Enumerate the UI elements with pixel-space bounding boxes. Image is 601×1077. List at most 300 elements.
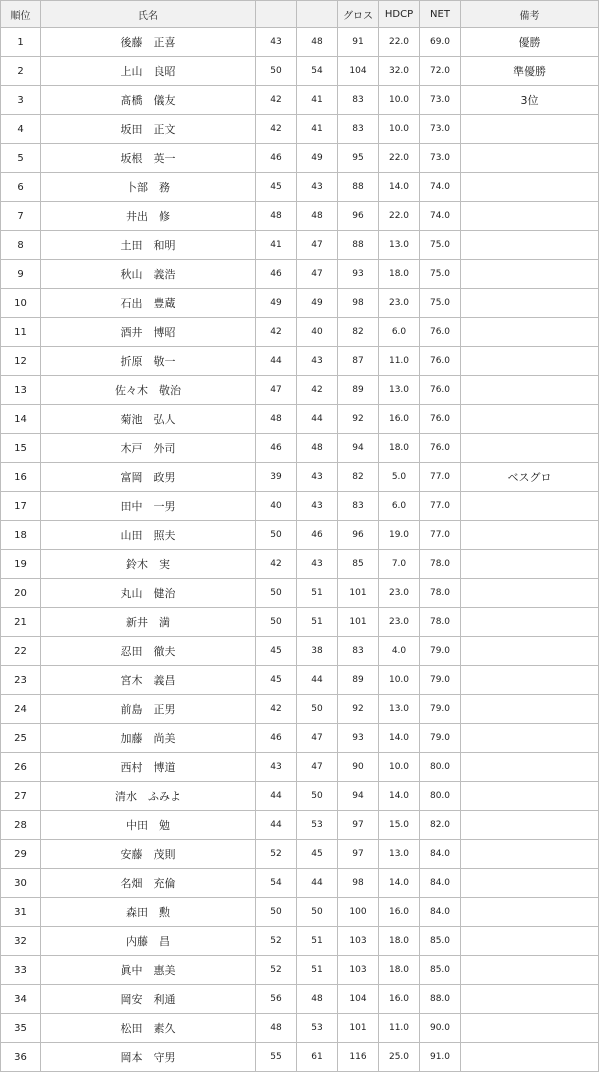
header-gross: グロス	[338, 1, 379, 28]
rank-cell: 19	[1, 550, 41, 579]
note-cell	[461, 550, 599, 579]
note-cell	[461, 289, 599, 318]
table-row	[1, 550, 599, 579]
gross-cell: 94	[338, 782, 379, 811]
table-row	[1, 202, 599, 231]
out-score-cell: 44	[256, 782, 297, 811]
in-score-cell: 51	[297, 579, 338, 608]
gross-cell: 88	[338, 231, 379, 260]
note-cell	[461, 811, 599, 840]
note-cell	[461, 260, 599, 289]
hdcp-cell: 18.0	[379, 927, 420, 956]
rank-cell: 27	[1, 782, 41, 811]
name-cell: 折原 敬一	[41, 347, 256, 376]
hdcp-cell: 13.0	[379, 376, 420, 405]
in-score-cell: 40	[297, 318, 338, 347]
hdcp-cell: 32.0	[379, 57, 420, 86]
out-score-cell: 43	[256, 753, 297, 782]
rank-cell: 33	[1, 956, 41, 985]
table-row	[1, 260, 599, 289]
gross-cell: 92	[338, 695, 379, 724]
net-cell: 91.0	[420, 1043, 461, 1072]
gross-cell: 83	[338, 492, 379, 521]
net-cell: 88.0	[420, 985, 461, 1014]
gross-cell: 101	[338, 579, 379, 608]
note-cell: ベスグロ	[461, 463, 599, 492]
net-cell: 75.0	[420, 231, 461, 260]
rank-cell: 14	[1, 405, 41, 434]
in-score-cell: 43	[297, 550, 338, 579]
name-cell: 忍田 徹夫	[41, 637, 256, 666]
note-cell	[461, 695, 599, 724]
table-row	[1, 347, 599, 376]
name-cell: 岡本 守男	[41, 1043, 256, 1072]
name-cell: 上山 良昭	[41, 57, 256, 86]
note-cell	[461, 579, 599, 608]
name-cell: 富岡 政男	[41, 463, 256, 492]
in-score-cell: 44	[297, 869, 338, 898]
table-row	[1, 1014, 599, 1043]
hdcp-cell: 22.0	[379, 202, 420, 231]
header-name: 氏名	[41, 1, 256, 28]
gross-cell: 101	[338, 1014, 379, 1043]
table-row	[1, 173, 599, 202]
rank-cell: 7	[1, 202, 41, 231]
note-cell	[461, 144, 599, 173]
net-cell: 69.0	[420, 28, 461, 57]
note-cell	[461, 1043, 599, 1072]
gross-cell: 103	[338, 956, 379, 985]
in-score-cell: 38	[297, 637, 338, 666]
rank-cell: 12	[1, 347, 41, 376]
gross-cell: 97	[338, 811, 379, 840]
net-cell: 77.0	[420, 521, 461, 550]
gross-cell: 90	[338, 753, 379, 782]
net-cell: 78.0	[420, 579, 461, 608]
name-cell: 中田 勉	[41, 811, 256, 840]
name-cell: 井出 修	[41, 202, 256, 231]
table-row	[1, 666, 599, 695]
rank-cell: 31	[1, 898, 41, 927]
hdcp-cell: 15.0	[379, 811, 420, 840]
table-row	[1, 289, 599, 318]
note-cell	[461, 608, 599, 637]
out-score-cell: 44	[256, 811, 297, 840]
hdcp-cell: 11.0	[379, 347, 420, 376]
out-score-cell: 42	[256, 115, 297, 144]
net-cell: 76.0	[420, 434, 461, 463]
out-score-cell: 55	[256, 1043, 297, 1072]
table-row	[1, 898, 599, 927]
name-cell: 加藤 尚美	[41, 724, 256, 753]
gross-cell: 92	[338, 405, 379, 434]
name-cell: 岡安 利通	[41, 985, 256, 1014]
in-score-cell: 48	[297, 434, 338, 463]
note-cell	[461, 666, 599, 695]
hdcp-cell: 23.0	[379, 608, 420, 637]
net-cell: 77.0	[420, 463, 461, 492]
name-cell: 森田 勲	[41, 898, 256, 927]
net-cell: 76.0	[420, 347, 461, 376]
out-score-cell: 45	[256, 173, 297, 202]
net-cell: 79.0	[420, 695, 461, 724]
hdcp-cell: 7.0	[379, 550, 420, 579]
hdcp-cell: 6.0	[379, 318, 420, 347]
net-cell: 90.0	[420, 1014, 461, 1043]
table-row	[1, 985, 599, 1014]
out-score-cell: 42	[256, 318, 297, 347]
name-cell: 木戸 外司	[41, 434, 256, 463]
note-cell	[461, 405, 599, 434]
in-score-cell: 43	[297, 492, 338, 521]
out-score-cell: 50	[256, 608, 297, 637]
hdcp-cell: 13.0	[379, 840, 420, 869]
rank-cell: 29	[1, 840, 41, 869]
rank-cell: 5	[1, 144, 41, 173]
table-row	[1, 57, 599, 86]
in-score-cell: 54	[297, 57, 338, 86]
gross-cell: 82	[338, 463, 379, 492]
hdcp-cell: 10.0	[379, 86, 420, 115]
hdcp-cell: 14.0	[379, 869, 420, 898]
note-cell	[461, 782, 599, 811]
table-row	[1, 782, 599, 811]
gross-cell: 98	[338, 289, 379, 318]
name-cell: 宮木 義昌	[41, 666, 256, 695]
gross-cell: 89	[338, 666, 379, 695]
in-score-cell: 42	[297, 376, 338, 405]
gross-cell: 104	[338, 985, 379, 1014]
gross-cell: 89	[338, 376, 379, 405]
out-score-cell: 48	[256, 1014, 297, 1043]
out-score-cell: 46	[256, 724, 297, 753]
in-score-cell: 50	[297, 782, 338, 811]
out-score-cell: 50	[256, 898, 297, 927]
rank-cell: 34	[1, 985, 41, 1014]
rank-cell: 9	[1, 260, 41, 289]
out-score-cell: 52	[256, 927, 297, 956]
gross-cell: 98	[338, 869, 379, 898]
net-cell: 84.0	[420, 898, 461, 927]
rank-cell: 11	[1, 318, 41, 347]
name-cell: 名畑 充倫	[41, 869, 256, 898]
name-cell: 後藤 正喜	[41, 28, 256, 57]
out-score-cell: 52	[256, 956, 297, 985]
out-score-cell: 50	[256, 521, 297, 550]
rank-cell: 32	[1, 927, 41, 956]
out-score-cell: 42	[256, 550, 297, 579]
hdcp-cell: 13.0	[379, 695, 420, 724]
hdcp-cell: 22.0	[379, 144, 420, 173]
net-cell: 73.0	[420, 86, 461, 115]
gross-cell: 104	[338, 57, 379, 86]
name-cell: 髙橋 儀友	[41, 86, 256, 115]
net-cell: 72.0	[420, 57, 461, 86]
note-cell	[461, 347, 599, 376]
note-cell	[461, 376, 599, 405]
out-score-cell: 52	[256, 840, 297, 869]
table-row	[1, 811, 599, 840]
gross-cell: 88	[338, 173, 379, 202]
hdcp-cell: 14.0	[379, 173, 420, 202]
out-score-cell: 46	[256, 144, 297, 173]
table-row	[1, 753, 599, 782]
hdcp-cell: 18.0	[379, 260, 420, 289]
note-cell	[461, 434, 599, 463]
net-cell: 74.0	[420, 202, 461, 231]
rank-cell: 8	[1, 231, 41, 260]
hdcp-cell: 10.0	[379, 115, 420, 144]
gross-cell: 85	[338, 550, 379, 579]
gross-cell: 94	[338, 434, 379, 463]
rank-cell: 30	[1, 869, 41, 898]
gross-cell: 83	[338, 86, 379, 115]
hdcp-cell: 5.0	[379, 463, 420, 492]
gross-cell: 91	[338, 28, 379, 57]
gross-cell: 83	[338, 637, 379, 666]
hdcp-cell: 18.0	[379, 434, 420, 463]
rank-cell: 15	[1, 434, 41, 463]
name-cell: 前島 正男	[41, 695, 256, 724]
hdcp-cell: 16.0	[379, 898, 420, 927]
out-score-cell: 39	[256, 463, 297, 492]
out-score-cell: 45	[256, 666, 297, 695]
table-row	[1, 1043, 599, 1072]
rank-cell: 2	[1, 57, 41, 86]
in-score-cell: 51	[297, 927, 338, 956]
net-cell: 77.0	[420, 492, 461, 521]
name-cell: 佐々木 敬治	[41, 376, 256, 405]
table-row	[1, 492, 599, 521]
name-cell: 内藤 昌	[41, 927, 256, 956]
rank-cell: 23	[1, 666, 41, 695]
note-cell: 準優勝	[461, 57, 599, 86]
note-cell	[461, 492, 599, 521]
table-row	[1, 115, 599, 144]
net-cell: 75.0	[420, 289, 461, 318]
rank-cell: 28	[1, 811, 41, 840]
net-cell: 79.0	[420, 666, 461, 695]
table-row	[1, 579, 599, 608]
name-cell: 鈴木 実	[41, 550, 256, 579]
in-score-cell: 41	[297, 86, 338, 115]
note-cell	[461, 869, 599, 898]
table-row	[1, 28, 599, 57]
header-in	[297, 1, 338, 28]
name-cell: 坂田 正文	[41, 115, 256, 144]
name-cell: 眞中 惠美	[41, 956, 256, 985]
out-score-cell: 41	[256, 231, 297, 260]
gross-cell: 101	[338, 608, 379, 637]
note-cell	[461, 173, 599, 202]
rank-cell: 35	[1, 1014, 41, 1043]
gross-cell: 83	[338, 115, 379, 144]
table-row	[1, 608, 599, 637]
note-cell	[461, 927, 599, 956]
name-cell: 秋山 義浩	[41, 260, 256, 289]
name-cell: 丸山 健治	[41, 579, 256, 608]
table-row	[1, 318, 599, 347]
net-cell: 85.0	[420, 927, 461, 956]
net-cell: 82.0	[420, 811, 461, 840]
in-score-cell: 45	[297, 840, 338, 869]
in-score-cell: 47	[297, 753, 338, 782]
in-score-cell: 48	[297, 985, 338, 1014]
rank-cell: 6	[1, 173, 41, 202]
gross-cell: 87	[338, 347, 379, 376]
out-score-cell: 44	[256, 347, 297, 376]
header-rank: 順位	[1, 1, 41, 28]
hdcp-cell: 14.0	[379, 724, 420, 753]
name-cell: 菊池 弘人	[41, 405, 256, 434]
table-row	[1, 376, 599, 405]
rank-cell: 22	[1, 637, 41, 666]
note-cell	[461, 231, 599, 260]
rank-cell: 24	[1, 695, 41, 724]
in-score-cell: 43	[297, 347, 338, 376]
table-row	[1, 869, 599, 898]
gross-cell: 95	[338, 144, 379, 173]
in-score-cell: 53	[297, 811, 338, 840]
name-cell: 土田 和明	[41, 231, 256, 260]
rank-cell: 36	[1, 1043, 41, 1072]
net-cell: 73.0	[420, 144, 461, 173]
table-row	[1, 695, 599, 724]
table-row	[1, 405, 599, 434]
rank-cell: 26	[1, 753, 41, 782]
note-cell	[461, 753, 599, 782]
header-net: NET	[420, 1, 461, 28]
rank-cell: 16	[1, 463, 41, 492]
header-out	[256, 1, 297, 28]
table-row	[1, 434, 599, 463]
table-row	[1, 86, 599, 115]
rank-cell: 1	[1, 28, 41, 57]
name-cell: 田中 一男	[41, 492, 256, 521]
in-score-cell: 46	[297, 521, 338, 550]
name-cell: 卜部 務	[41, 173, 256, 202]
out-score-cell: 47	[256, 376, 297, 405]
hdcp-cell: 11.0	[379, 1014, 420, 1043]
out-score-cell: 43	[256, 28, 297, 57]
out-score-cell: 40	[256, 492, 297, 521]
out-score-cell: 46	[256, 260, 297, 289]
out-score-cell: 46	[256, 434, 297, 463]
note-cell	[461, 898, 599, 927]
in-score-cell: 44	[297, 666, 338, 695]
name-cell: 石出 豊蔵	[41, 289, 256, 318]
out-score-cell: 48	[256, 405, 297, 434]
hdcp-cell: 6.0	[379, 492, 420, 521]
table-row	[1, 231, 599, 260]
note-cell: 優勝	[461, 28, 599, 57]
name-cell: 酒井 博昭	[41, 318, 256, 347]
note-cell	[461, 840, 599, 869]
rank-cell: 10	[1, 289, 41, 318]
rank-cell: 17	[1, 492, 41, 521]
in-score-cell: 51	[297, 956, 338, 985]
in-score-cell: 43	[297, 463, 338, 492]
hdcp-cell: 10.0	[379, 666, 420, 695]
name-cell: 新井 満	[41, 608, 256, 637]
in-score-cell: 50	[297, 695, 338, 724]
hdcp-cell: 10.0	[379, 753, 420, 782]
results-body	[1, 28, 599, 1072]
note-cell	[461, 521, 599, 550]
gross-cell: 96	[338, 521, 379, 550]
in-score-cell: 48	[297, 28, 338, 57]
in-score-cell: 47	[297, 724, 338, 753]
net-cell: 78.0	[420, 608, 461, 637]
table-row	[1, 521, 599, 550]
table-row	[1, 724, 599, 753]
rank-cell: 3	[1, 86, 41, 115]
gross-cell: 97	[338, 840, 379, 869]
in-score-cell: 51	[297, 608, 338, 637]
net-cell: 75.0	[420, 260, 461, 289]
rank-cell: 13	[1, 376, 41, 405]
rank-cell: 25	[1, 724, 41, 753]
out-score-cell: 42	[256, 695, 297, 724]
in-score-cell: 47	[297, 260, 338, 289]
hdcp-cell: 22.0	[379, 28, 420, 57]
note-cell	[461, 956, 599, 985]
in-score-cell: 44	[297, 405, 338, 434]
name-cell: 山田 照夫	[41, 521, 256, 550]
gross-cell: 93	[338, 724, 379, 753]
hdcp-cell: 23.0	[379, 579, 420, 608]
name-cell: 安藤 茂則	[41, 840, 256, 869]
net-cell: 76.0	[420, 405, 461, 434]
header-hdcp: HDCP	[379, 1, 420, 28]
hdcp-cell: 14.0	[379, 782, 420, 811]
rank-cell: 20	[1, 579, 41, 608]
rank-cell: 21	[1, 608, 41, 637]
in-score-cell: 48	[297, 202, 338, 231]
in-score-cell: 41	[297, 115, 338, 144]
out-score-cell: 48	[256, 202, 297, 231]
gross-cell: 100	[338, 898, 379, 927]
in-score-cell: 61	[297, 1043, 338, 1072]
header-note: 備考	[461, 1, 599, 28]
net-cell: 84.0	[420, 840, 461, 869]
out-score-cell: 50	[256, 579, 297, 608]
note-cell	[461, 318, 599, 347]
name-cell: 清水 ふみよ	[41, 782, 256, 811]
hdcp-cell: 13.0	[379, 231, 420, 260]
net-cell: 76.0	[420, 318, 461, 347]
gross-cell: 82	[338, 318, 379, 347]
note-cell	[461, 985, 599, 1014]
out-score-cell: 42	[256, 86, 297, 115]
in-score-cell: 47	[297, 231, 338, 260]
net-cell: 79.0	[420, 637, 461, 666]
net-cell: 84.0	[420, 869, 461, 898]
net-cell: 74.0	[420, 173, 461, 202]
name-cell: 松田 素久	[41, 1014, 256, 1043]
rank-cell: 18	[1, 521, 41, 550]
net-cell: 76.0	[420, 376, 461, 405]
net-cell: 78.0	[420, 550, 461, 579]
note-cell	[461, 115, 599, 144]
table-row	[1, 144, 599, 173]
note-cell	[461, 1014, 599, 1043]
out-score-cell: 50	[256, 57, 297, 86]
note-cell	[461, 724, 599, 753]
in-score-cell: 53	[297, 1014, 338, 1043]
hdcp-cell: 25.0	[379, 1043, 420, 1072]
table-row	[1, 463, 599, 492]
